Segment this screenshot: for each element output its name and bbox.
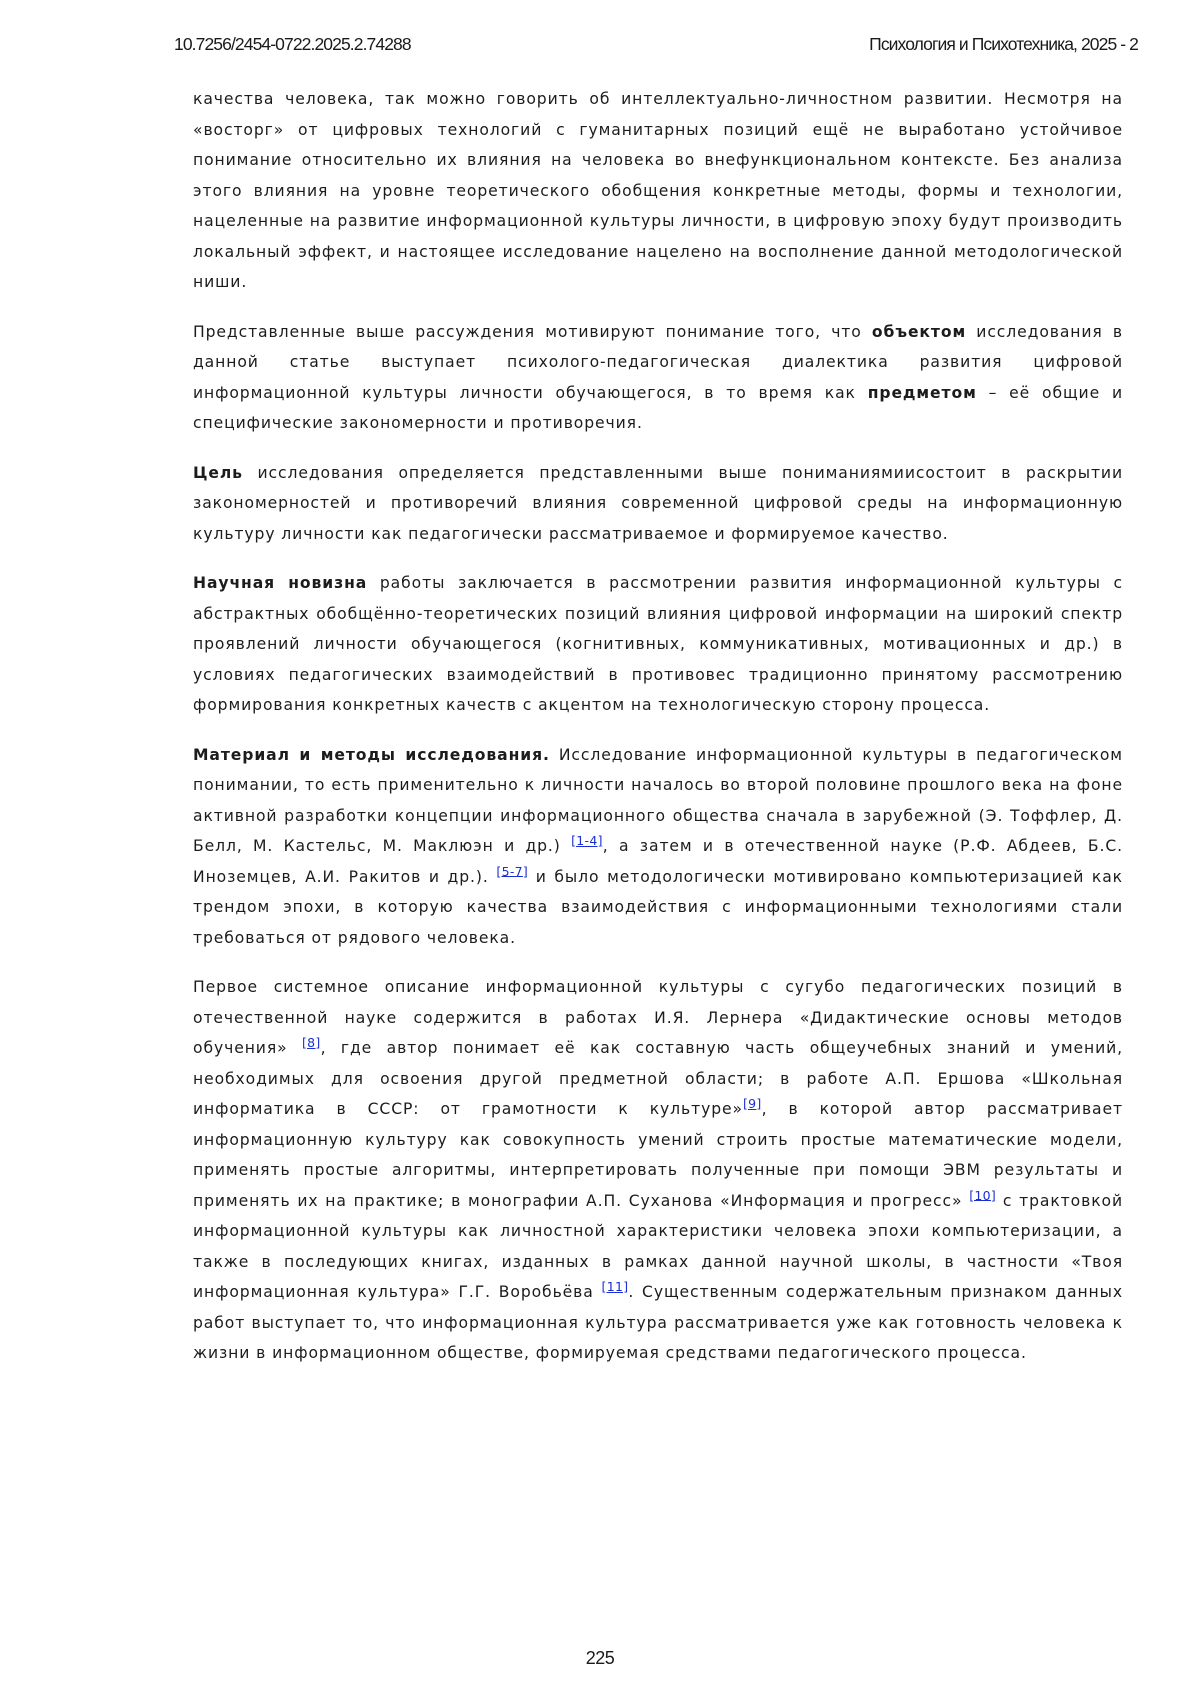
paragraph-text: , в которой автор рассматривает информационную культуру как совокупность умений строить простые математические модели, применять простые алгоритмы, интерпретировать полученные при помощи ЭВМ результаты и применять их на практике; в монографии А.П. Суханова «Информация и прогресс»: [193, 1100, 1123, 1210]
paragraph-text: , а затем и в отечественной науке (Р.Ф. Абдеев, Б.С. Иноземцев, А.И. Ракитов и др.).: [193, 837, 1123, 886]
citation-link-1-4[interactable]: [1-4]: [571, 832, 603, 848]
paragraph-text: Представленные выше рассуждения мотивируют понимание того, что: [193, 322, 872, 341]
citation-link-5-7[interactable]: [5-7]: [496, 863, 529, 879]
doi-label: 10.7256/2454-0722.2025.2.74288: [174, 34, 411, 54]
paragraph-text: качества человека, так можно говорить об интеллектуально-личностном развитии. Несмотря на «восторг» от цифровых технологий с гуманитарных позиций ещё не выработано устойчивое понимание относительно их влияния на человека во внефункциональном контексте. Без анализа этого влияния на уровне теоретического обобщения конкретные методы, формы и технологии, нацеленные на развитие информационной культуры личности, в цифровую эпоху будут производить локальный эффект, и настоящее исследование нацелено на восполнение данной методологической ниши.: [193, 90, 1123, 291]
bold-term-goal: Цель: [193, 463, 243, 482]
page-number: 225: [585, 1648, 615, 1668]
article-body: [193, 84, 1123, 1388]
citation-link-11[interactable]: [11]: [601, 1278, 629, 1294]
paragraph-text: исследования в данной статье выступает психолого-педагогическая диалектика развития цифровой информационной культуры личности обучающегося, в то время как: [193, 322, 1123, 402]
paragraph-text: . Существенным содержательным признаком данных работ выступает то, что информационная культура рассматривается уже как готовность человека к жизни в информационном обществе, формируемая средствами педагогического процесса.: [193, 1283, 1123, 1362]
bold-term-subject: предметом: [867, 383, 977, 402]
paragraph-text: Исследование информационной культуры в педагогическом понимании, то есть применительно к личности началось во второй половине прошлого века на фоне активной разработки концепции информационного общества сначала в зарубежной (Э. Тоффлер, Д. Белл, М. Кастельс, М. Маклюэн и др.): [193, 745, 1123, 855]
citation-link-8[interactable]: [8]: [302, 1034, 321, 1050]
paragraph-goal: [193, 458, 1123, 550]
paragraph-text: с трактовкой информационной культуры как личностной характеристики человека эпохи компьютеризации, а также в последующих книгах, изданных в рамках данной научной школы, в частности «Твоя информационная культура» Г.Г. Воробьёва: [193, 1191, 1123, 1301]
paragraph-text: и было методологически мотивировано компьютеризацией как трендом эпохи, в которую качества взаимодействия с информационными технологиями стали требоваться от рядового человека.: [193, 867, 1123, 947]
running-header: [174, 34, 1138, 55]
paragraph-text: – её общие и специфические закономерности и противоречия.: [193, 383, 1123, 432]
paragraph-intro-continuation: [193, 84, 1123, 298]
citation-link-9[interactable]: [9]: [742, 1095, 762, 1111]
section-heading-materials-methods: Материал и методы исследования.: [193, 745, 550, 764]
journal-issue-label: Психология и Психотехника, 2025 - 2: [869, 34, 1138, 54]
paragraph-first-description: [193, 972, 1123, 1369]
paragraph-text: Первое системное описание информационной культуры с сугубо педагогических позиций в отечественной науке содержится в работах И.Я. Лернера «Дидактические основы методов обучения»: [193, 978, 1123, 1057]
bold-term-object: объектом: [871, 322, 967, 341]
paragraph-novelty: [193, 568, 1123, 721]
paragraph-text: , где автор понимает её как составную часть общеучебных знаний и умений, необходимых для освоения другой предметной области; в работе А.П. Ершова «Школьная информатика в СССР: от грамотности к культуре»: [193, 1039, 1124, 1118]
paragraph-text: исследования определяется представленными выше пониманиямиисостоит в раскрытии закономерностей и противоречий влияния современной цифровой среды на информационную культуру личности как педагогически рассматриваемое и формируемое качество.: [193, 463, 1123, 543]
paragraph-materials-methods: [193, 740, 1123, 954]
bold-term-novelty: Научная новизна: [193, 574, 368, 592]
paragraph-object-subject: [193, 317, 1123, 439]
citation-link-10[interactable]: [10]: [969, 1187, 997, 1203]
paragraph-text: работы заключается в рассмотрении развития информационной культуры с абстрактных обобщённо-теоретических позиций влияния цифровой информации на широкий спектр проявлений личности обучающегося (когнитивных, коммуникативных, мотивационных и др.) в условиях педагогических взаимодействий в противовес традиционно принятому рассмотрению формирования конкретных качеств с акцентом на технологическую сторону процесса.: [193, 574, 1123, 714]
